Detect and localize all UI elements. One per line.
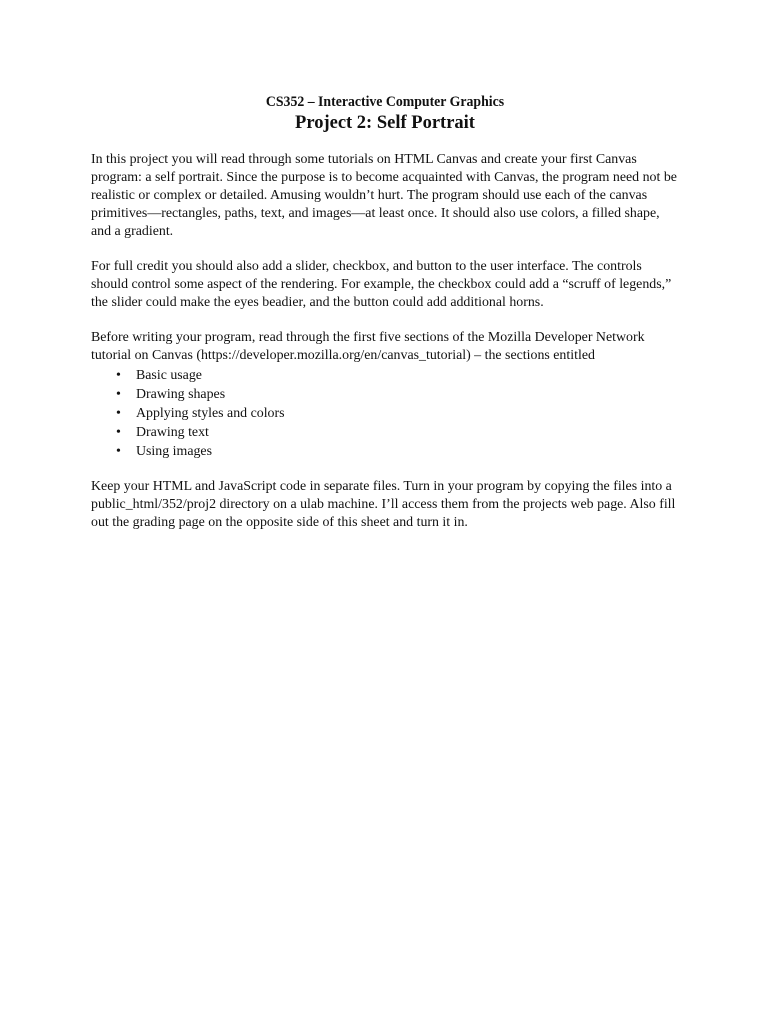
course-title: CS352 – Interactive Computer Graphics: [265, 94, 505, 110]
list-item: [91, 385, 681, 404]
project-title: Project 2: Self Portrait: [295, 113, 475, 133]
document-header: [0, 93, 770, 134]
tutorial-paragraph: Before writing your program, read through the first five sections of the Mozilla Developer Network tutorial on Canvas (https://developer.mozilla.org/en/canvas_tutorial) – the sections entitled: [91, 330, 645, 363]
list-item: [91, 442, 681, 461]
bullet-icon: •: [116, 425, 121, 440]
ui-controls-paragraph: For full credit you should also add a slider, checkbox, and button to the user interface. The controls should control some aspect of the rendering. For example, the checkbox could add a “scruff of legends,” the slider could make the eyes beadier, and the button could add additional horns.: [91, 259, 672, 310]
bullet-icon: •: [116, 406, 121, 421]
bullet-icon: •: [116, 368, 121, 383]
document-body: [91, 151, 681, 549]
bullet-icon: •: [116, 387, 121, 402]
list-item: [91, 404, 681, 423]
tutorial-sections-list: [91, 366, 681, 461]
list-item-label: Applying styles and colors: [136, 406, 285, 421]
list-item: [91, 423, 681, 442]
bullet-icon: •: [116, 444, 121, 459]
list-item: [91, 366, 681, 385]
list-item-label: Drawing text: [136, 425, 209, 440]
list-item-label: Using images: [136, 444, 213, 459]
intro-paragraph: In this project you will read through some tutorials on HTML Canvas and create your first Canvas program: a self portrait. Since the purpose is to become acquainted with Canvas, the program need not be realistic or complex or detailed. Amusing wouldn’t hurt. The program should use each of the canvas primitives—rectangles, paths, text, and images—at least once. It should also use colors, a filled shape, and a gradient.: [91, 152, 677, 239]
list-item-label: Basic usage: [136, 368, 202, 383]
list-item-label: Drawing shapes: [136, 387, 226, 402]
submission-paragraph: Keep your HTML and JavaScript code in separate files. Turn in your program by copying the files into a public_html/352/proj2 directory on a ulab machine. I’ll access them from the projects web page. Also fill out the grading page on the opposite side of this sheet and turn it in.: [91, 479, 676, 530]
